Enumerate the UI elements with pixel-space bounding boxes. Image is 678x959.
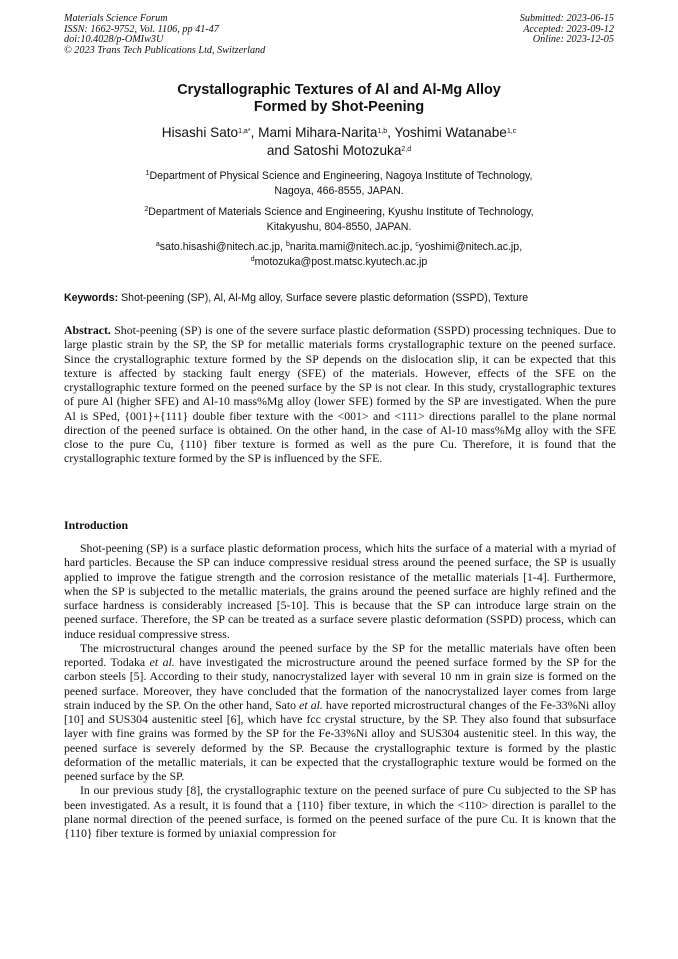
author-superscript: 1,a* <box>238 128 251 135</box>
submitted-date: Submitted: 2023-06-15 <box>519 13 614 24</box>
email-list: $^a$sato.hisashi@nitech.ac.jp, $^b$narita.mami@nitech.ac.jp, $^c$yoshimi@nitech.ac.jp, $^d$motozuka@post.matsc.kyutech.ac.jp <box>155 241 523 268</box>
author-superscript: 1,c <box>506 128 517 135</box>
journal-info <box>64 14 265 56</box>
author-superscript: 1,b <box>377 128 388 135</box>
journal-doi: doi:10.4028/p-OMIw3U <box>64 34 164 46</box>
email-link[interactable]: narita.mami@nitech.ac.jp <box>289 241 410 253</box>
section-heading-introduction: Introduction <box>64 518 129 532</box>
author-superscript: 2,d <box>401 146 412 153</box>
affiliation-line: Department of Materials Science and Engineering, Kyushu Institute of Technology, <box>148 206 534 218</box>
author-name: Mami Mihara-Narita <box>258 125 378 140</box>
email-link[interactable]: yoshimi@nitech.ac.jp <box>418 241 520 253</box>
accepted-date: Accepted: 2023-09-12 <box>523 23 614 35</box>
paragraph: Shot-peening (SP) is a surface plastic deformation process, which hits the surface of a material with a myriad of hard particles. Because the SP can induce compressive residual stress around the peened surface, the SP is usually applied to improve the fatigue strength and the corrosion resistance of the metallic materials [1-4]. Furthermore, when the SP is subjected to the metallic materials, the grains around the peened surface are highly refined and the surface hardness is considerably increased [5-10]. This is because that the SP can introduce large strain on the peened surface. Therefore, the SP can be treated as a surface severe plastic deformation (SSPD) process, which can induce residual compressive stress. <box>64 541 616 641</box>
abstract <box>64 323 616 466</box>
email-link[interactable]: motozuka@post.matsc.kyutech.ac.jp <box>254 255 428 268</box>
affiliation-superscript: 1 <box>145 170 150 177</box>
submission-dates <box>520 14 614 46</box>
email-link[interactable]: sato.hisashi@nitech.ac.jp <box>159 241 281 253</box>
paragraph: In our previous study [8], the crystallographic texture on the peened surface of pure Cu subjected to the SP has been investigated. As a result, it is found that a {110} fiber texture, in which the <110> direction is parallel to the plane normal direction of the peened surface, is formed on the peened surface of the pure Cu. It is known that the {110} fiber texture is formed by uniaxial compression for <box>64 783 616 840</box>
keywords-text: Shot-peening (SP), Al, Al-Mg alloy, Surface severe plastic deformation (SSPD), Texture <box>118 292 529 304</box>
affiliation-2 <box>60 205 618 234</box>
author-list <box>60 124 618 160</box>
paper-title <box>60 82 618 116</box>
author-name: Yoshimi Watanabe <box>394 125 507 140</box>
author-name: and Satoshi Motozuka <box>266 143 402 158</box>
title-line-2: Formed by Shot-Peening <box>253 99 425 115</box>
affiliation-1 <box>60 169 618 198</box>
abstract-label: Abstract. <box>64 323 111 337</box>
paragraph: The microstructural changes around the peened surface by the SP for the metallic materials have often been reported. Todaka et al. have investigated the microstructure around the peened surface formed by the SP for the carbon steels [5]. According to their study, nanocrystalized layer with several 10 nm in grain size is formed on the peened surface. Moreover, they have concluded that the formation of the nanocrystalized layer comes from large strain induced by the SP. On the other hand, Sato et al. have reported microstructural changes of the Fe-33%Ni alloy [10] and SUS304 austenitic steel [6], which have fcc crystal structure, by the SP. They also found that subsurface layer with fine grains was formed by the SP for the Fe-33%Ni alloy and SUS304 austenitic steel. In this way, the peened surface is severely deformed by the SP. Because the crystallographic texture is formed by the plastic deformation of the metallic materials, it can be expected that the crystallographic texture would be formed on the peened surface by the SP. <box>64 640 616 783</box>
journal-copyright: © 2023 Trans Tech Publications Ltd, Switzerland <box>64 44 266 56</box>
online-date: Online: 2023-12-05 <box>532 34 614 46</box>
journal-name: Materials Science Forum <box>64 13 168 24</box>
author-line-1: Hisashi Sato$^{1,a*}$, Mami Mihara-Narita$^{1,b}$, Yoshimi Watanabe$^{1,c}$ <box>161 125 517 140</box>
affiliation-line: Department of Physical Science and Engineering, Nagoya Institute of Technology, <box>149 170 533 182</box>
title-line-1: Crystallographic Textures of Al and Al-Mg Alloy <box>177 82 501 98</box>
affiliation-line: Nagoya, 466-8555, JAPAN. <box>274 184 404 197</box>
journal-issn: ISSN: 1662-9752, Vol. 1106, pp 41-47 <box>64 23 219 35</box>
affiliation-superscript: 2 <box>144 206 149 213</box>
affiliation-line: Kitakyushu, 804-8550, JAPAN. <box>266 220 412 233</box>
abstract-text: Shot-peening (SP) is one of the severe surface plastic deformation (SSPD) processing techniques. Due to large plastic strain by the SP, the SP for metallic materials forms crystallographic texture on the peened surface. Since the crystallographic texture formed by the SP depends on the dislocation slip, it can be expected that this texture is affected by stacking fault energy (SFE) of the materials. However, effects of the SFE on the crystallographic texture formed on the peened surface by the SP is not clear. In this study, crystallographic textures of pure Al (higher SFE) and Al-10 mass%Mg alloy (lower SFE) formed by the SP are investigated. When the pure Al is SPed, {001}+{111} double fiber texture with the <001> and <111> directions parallel to the plane normal direction of the peened surface is obtained. On the other hand, in the case of Al-10 mass%Mg alloy with the SFE close to the pure Cu, {110} fiber texture is formed as well as the pure Cu. Therefore, it is found that the crystallographic texture formed by the SP is influenced by the SFE. <box>64 323 616 466</box>
author-line-2 <box>60 142 618 160</box>
keywords <box>64 291 616 305</box>
author-name: Hisashi Sato <box>161 125 239 140</box>
introduction-body <box>64 541 616 840</box>
keywords-label: Keywords: <box>64 292 119 304</box>
